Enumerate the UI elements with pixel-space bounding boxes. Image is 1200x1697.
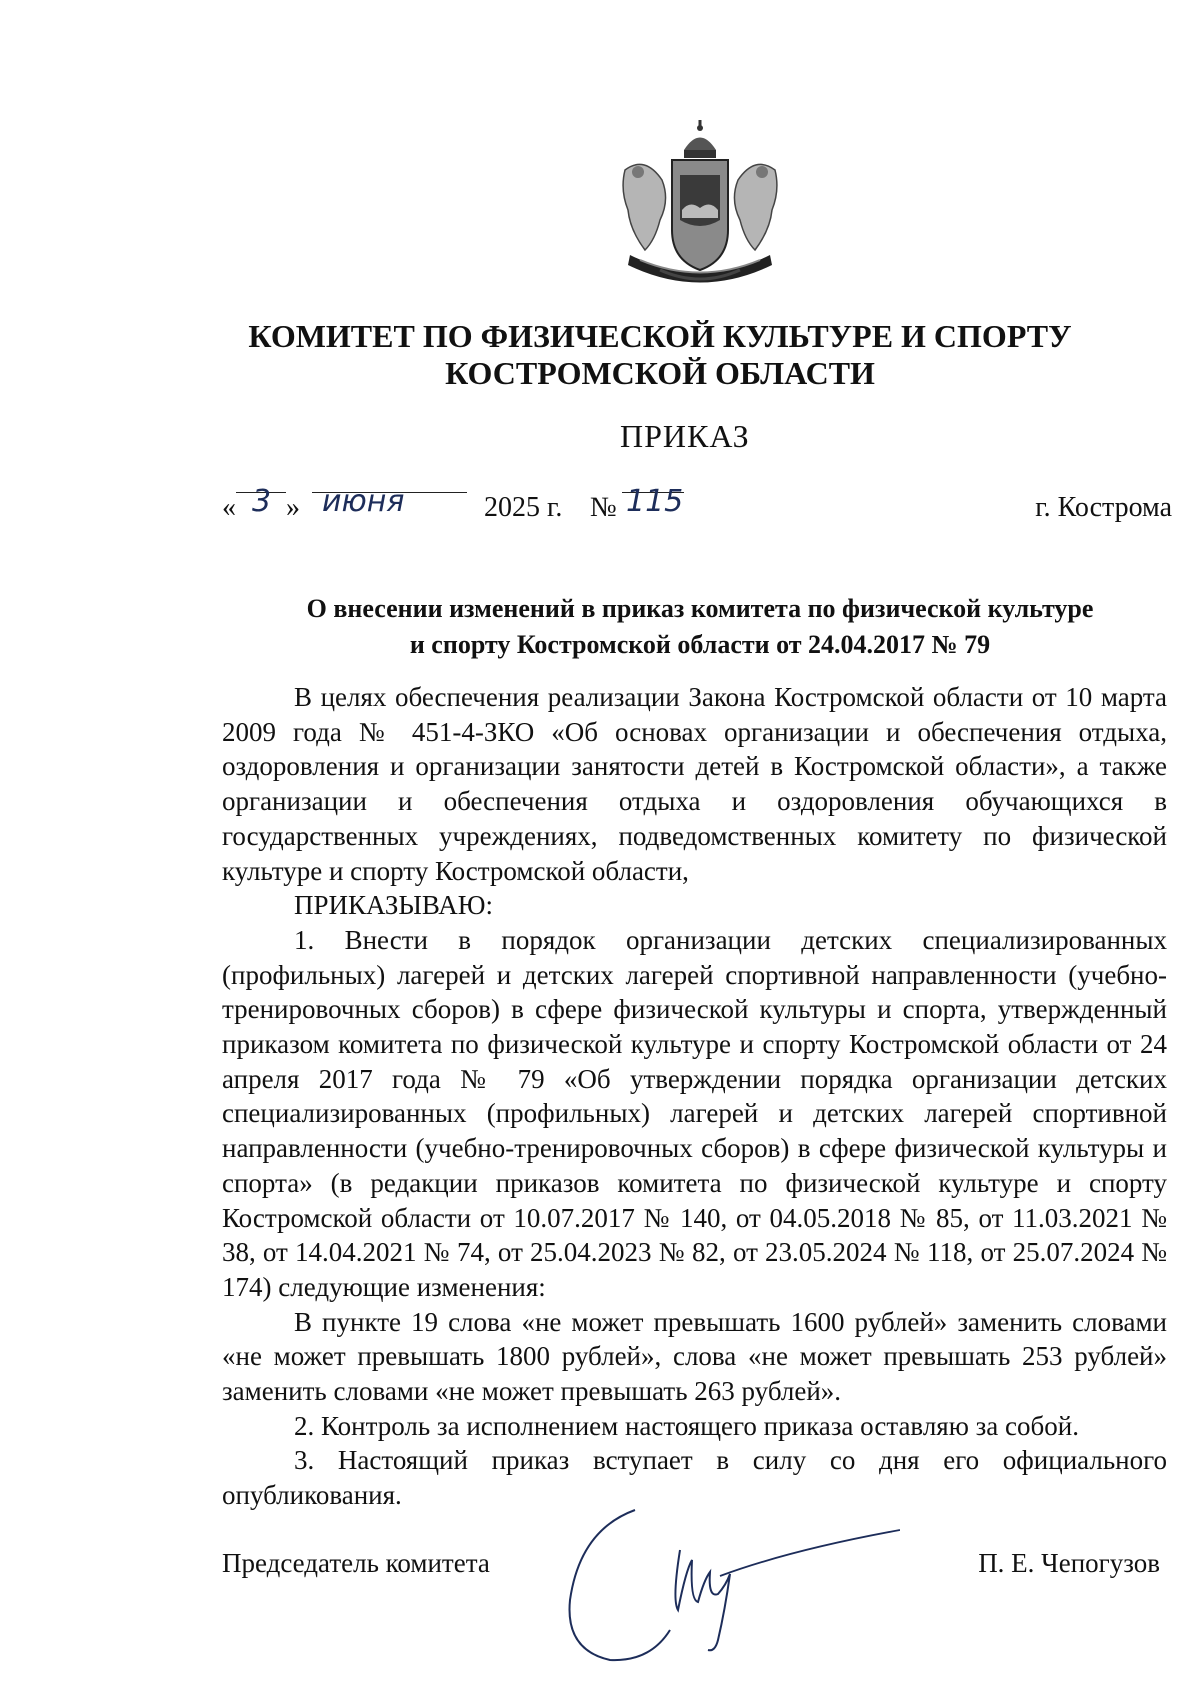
subject-line2: и спорту Костромской области от 24.04.2017 № 79	[409, 630, 991, 659]
body-paragraph-change: В пункте 19 слова «не может превышать 1600 рублей» заменить словами «не может превышать 1800 рублей», слова «не может превышать 253 рублей» заменить словами «не может превышать 263 рублей».	[222, 1306, 1167, 1407]
subject-line1: О внесении изменений в приказ комитета по физической культуре	[306, 594, 1094, 623]
order-body	[222, 680, 1167, 1513]
body-paragraph-order: ПРИКАЗЫВАЮ:	[294, 890, 493, 921]
coat-of-arms-icon	[600, 120, 800, 295]
document-type-heading: ПРИКАЗ	[620, 418, 750, 454]
number-sign: №	[590, 492, 617, 523]
date-open-quote: «	[222, 492, 236, 523]
date-close-quote: »	[286, 492, 300, 523]
date-year: 2025 г.	[484, 492, 563, 523]
organization-title	[230, 318, 1090, 392]
org-title-line2: КОСТРОМСКОЙ ОБЛАСТИ	[445, 355, 875, 391]
signer-position: Председатель комитета	[222, 1548, 490, 1578]
date-day-handwritten: 3	[252, 484, 272, 519]
order-number-handwritten: 115	[626, 484, 684, 519]
city: г. Кострома	[1035, 492, 1172, 523]
body-paragraph-item1: 1. Внести в порядок организации детских специализированных (профильных) лагерей и детских лагерей спортивной направленности (учебно-тренировочных сборов) в сфере физической культуры и спорта, утвержденный приказом комитета по физической культуре и спорту Костромской области от 24 апреля 2017 года № 79 «Об утверждении порядка организации детских специализированных (профильных) лагерей и детских лагерей спортивной направленности (учебно-тренировочных сборов) в сфере физической культуры и спорта» (в редакции приказов комитета по физической культуре и спорту Костромской области от 10.07.2017 № 140, от 04.05.2018 № 85, от 11.03.2021 № 38, от 14.04.2021 № 74, от 25.04.2023 № 82, от 23.05.2024 № 118, от 25.07.2024 № 174) следующие изменения:	[222, 924, 1167, 1302]
date-month-handwritten: июня	[322, 484, 405, 519]
body-paragraph-preamble: В целях обеспечения реализации Закона Костромской области от 10 марта 2009 года № 451-4-ЗКО «Об основах организации и обеспечения отдыха, оздоровления и организации занятости детей в Костромской области», а также организации и обеспечения отдыха и оздоровления обучающихся в государственных учреждениях, подведомственных комитету по физической культуре и спорту Костромской области,	[222, 682, 1167, 886]
body-paragraph-item3: 3. Настоящий приказ вступает в силу со дня его официального опубликования.	[222, 1445, 1167, 1511]
org-title-line1: КОМИТЕТ ПО ФИЗИЧЕСКОЙ КУЛЬТУРЕ И СПОРТУ	[248, 318, 1072, 354]
signer-name: П. Е. Чепогузов	[978, 1548, 1160, 1578]
body-paragraph-item2: 2. Контроль за исполнением настоящего приказа оставляю за собой.	[294, 1410, 1079, 1441]
handwritten-signature-icon	[540, 1490, 900, 1680]
date-number-row	[222, 484, 1172, 532]
order-subject	[230, 591, 1170, 663]
